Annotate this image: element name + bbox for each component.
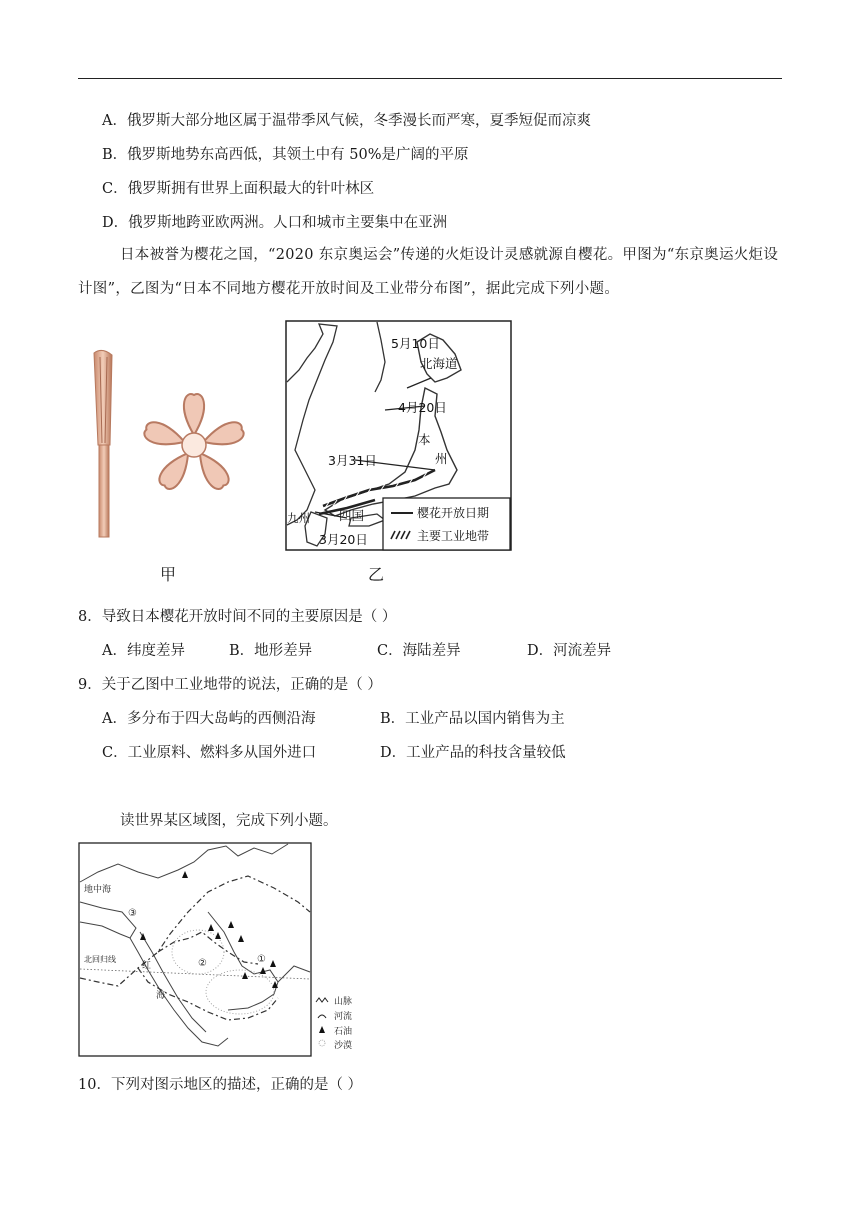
legend-bloom-label: 樱花开放日期 [417,506,490,520]
date-label: 3月20日 [319,532,368,547]
q7-option-b[interactable]: B．俄罗斯地势东高西低，其领土中有 50%是广阔的平原 [102,147,469,163]
torch-figure [80,345,260,555]
q8-option-d[interactable]: D．河流差异 [527,643,612,659]
region-map [78,842,368,1058]
torch-icon [94,350,112,537]
legend-mountain-label: 山脉 [334,997,353,1007]
japan-map [285,320,512,551]
q8-option-a[interactable]: A．纬度差异 [102,643,185,659]
red-sea-label: 海 [156,991,166,1001]
q9-option-a[interactable]: A．多分布于四大岛屿的西侧沿海 [102,711,316,727]
legend-desert-label: 沙漠 [334,1041,353,1051]
place-label: 州 [435,451,448,466]
q9-stem: 9．关于乙图中工业地带的说法，正确的是（ ） [78,677,382,693]
q7-option-a[interactable]: A．俄罗斯大部分地区属于温带季风气候，冬季漫长而严寒，夏季短促而凉爽 [102,113,591,129]
red-sea-label: 红 [142,961,152,971]
q8-option-b[interactable]: B．地形差异 [229,643,313,659]
header-rule [78,78,782,79]
figure-jia-caption: 甲 [160,565,177,584]
q9-option-b[interactable]: B．工业产品以国内销售为主 [380,711,565,727]
place-label: 九州 [287,511,310,525]
legend-river-label: 河流 [334,1012,353,1022]
q10-stem: 10．下列对图示地区的描述，正确的是（ ） [78,1077,363,1093]
marker-label: ② [198,958,207,969]
mediterranean-label: 地中海 [84,885,112,895]
q8-option-c[interactable]: C．海陆差异 [377,643,461,659]
q9-option-c[interactable]: C．工业原料、燃料多从国外进口 [102,745,317,761]
q7-option-c[interactable]: C．俄罗斯拥有世界上面积最大的针叶林区 [102,181,375,197]
map-legend [316,995,352,1051]
river-icon [318,1015,326,1018]
passage-world: 读世界某区域图，完成下列小题。 [120,813,338,829]
place-label: 四国 [339,508,365,523]
q7-option-d[interactable]: D．俄罗斯地跨亚欧两洲。人口和城市主要集中在亚洲 [102,215,448,231]
q8-stem: 8．导致日本樱花开放时间不同的主要原因是（ ） [78,609,397,625]
marker-label: ③ [128,908,137,919]
marker-label: ① [257,954,266,965]
place-label: 北海道 [420,356,458,371]
tropic-label: 北回归线 [84,955,116,964]
legend-oil-label: 石油 [334,1027,353,1037]
date-label: 5月10日 [391,336,440,351]
date-label: 3月31日 [328,453,377,468]
passage-japan: 日本被誉为樱花之国，“2020 东京奥运会”传递的火炬设计灵感就源自樱花。甲图为“东京奥运火炬设计图”，乙图为“日本不同地方樱花开放时间及工业带分布图”，据此完成下列小题。 [78,247,779,297]
legend-box [383,498,510,550]
figure-yi-caption: 乙 [368,565,385,584]
oil-icon [319,1026,325,1033]
cherry-blossom-icon [142,394,245,492]
legend-industry-label: 主要工业地带 [417,529,490,543]
desert-icon [319,1040,325,1046]
date-label: 4月20日 [398,400,447,415]
q9-option-d[interactable]: D．工业产品的科技含量较低 [380,745,566,761]
mountain-icon [316,998,328,1002]
place-label: 本 [418,432,431,447]
